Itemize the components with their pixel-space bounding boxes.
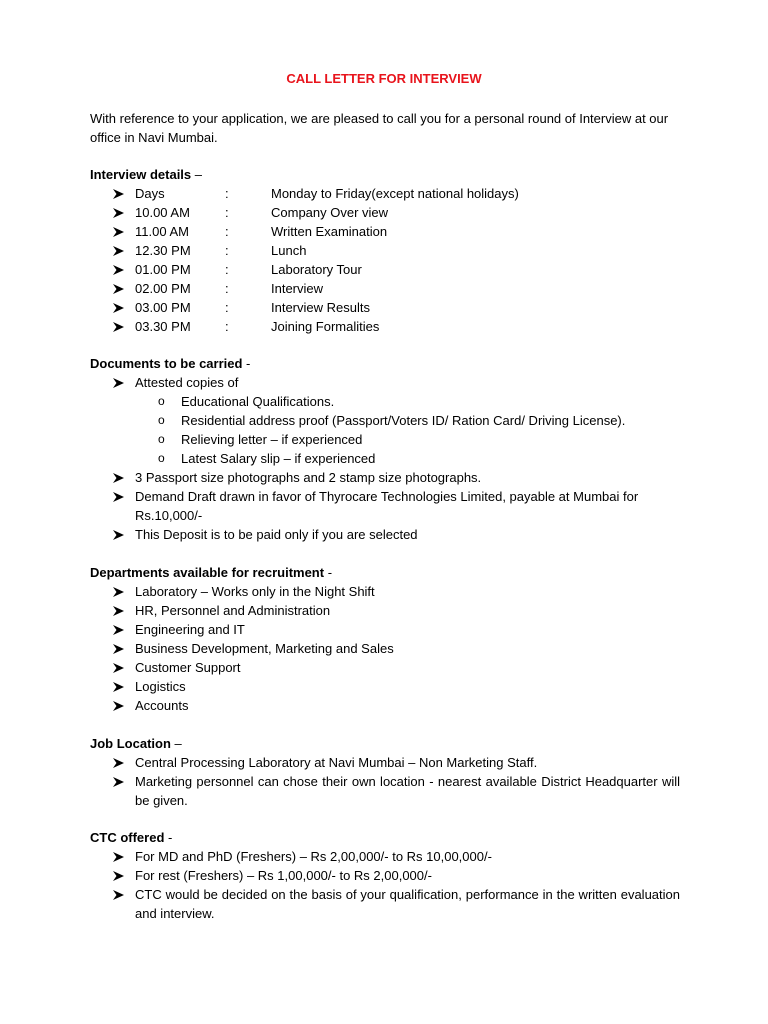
schedule-colon: : (225, 224, 229, 239)
arrowhead-bullet-icon (113, 696, 127, 715)
sub-list-item (113, 449, 680, 468)
location-list (113, 753, 680, 810)
list-item (113, 847, 680, 866)
list-item (113, 772, 680, 810)
list-item (113, 525, 680, 544)
arrowhead-bullet-icon (113, 184, 127, 203)
list-item-text: For rest (Freshers) – Rs 1,00,000/- to Rs 2,00,000/- (135, 868, 432, 883)
list-item (113, 487, 680, 525)
schedule-colon: : (225, 205, 229, 220)
interview-heading (90, 165, 202, 184)
schedule-time: 01.00 PM (135, 262, 191, 277)
schedule-colon: : (225, 262, 229, 277)
schedule-colon: : (225, 300, 229, 315)
list-item (113, 677, 680, 696)
schedule-row (113, 317, 680, 336)
sub-list-item-text: Educational Qualifications. (181, 394, 335, 409)
schedule-desc: Lunch (271, 243, 307, 258)
list-item (113, 639, 680, 658)
list-item-text: Business Development, Marketing and Sales (135, 641, 394, 656)
ctc-heading-suffix: - (164, 830, 173, 845)
interview-heading-text: Interview details (90, 167, 192, 182)
schedule-row (113, 241, 680, 260)
schedule-time: 02.00 PM (135, 281, 191, 296)
sub-list-item-text: Latest Salary slip – if experienced (181, 451, 376, 466)
circle-bullet-icon: o (158, 432, 165, 446)
arrowhead-bullet-icon (113, 658, 127, 677)
arrowhead-bullet-icon (113, 772, 127, 791)
sub-list-item-text: Relieving letter – if experienced (181, 432, 363, 447)
schedule-time: 11.00 AM (135, 224, 189, 239)
sub-list-item (113, 430, 680, 449)
schedule-desc: Interview Results (271, 300, 370, 315)
list-item-text: Attested copies of (135, 375, 239, 390)
page-title: CALL LETTER FOR INTERVIEW (286, 71, 482, 86)
location-heading-suffix: – (170, 736, 182, 751)
schedule-time: 03.30 PM (135, 319, 191, 334)
list-item-text: This Deposit is to be paid only if you are selected (135, 527, 418, 542)
schedule-desc: Company Over view (271, 205, 389, 220)
arrowhead-bullet-icon (113, 241, 127, 260)
arrowhead-bullet-icon (113, 885, 127, 904)
ctc-heading (90, 828, 172, 847)
schedule-colon: : (225, 319, 229, 334)
intro-paragraph: With reference to your application, we are pleased to call you for a personal round of Interview at our office in Navi Mumbai. (90, 111, 669, 145)
interview-heading-suffix: – (191, 167, 202, 182)
circle-bullet-icon: o (158, 413, 165, 427)
departments-heading-text: Departments available for recruitment (90, 565, 325, 580)
schedule-row (113, 298, 680, 317)
ctc-list (113, 847, 680, 923)
arrowhead-bullet-icon (113, 468, 127, 487)
list-item (113, 753, 680, 772)
arrowhead-bullet-icon (113, 866, 127, 885)
arrowhead-bullet-icon (113, 525, 127, 544)
list-item-text: Logistics (135, 679, 186, 694)
list-item (113, 658, 680, 677)
schedule-row (113, 279, 680, 298)
arrowhead-bullet-icon (113, 582, 127, 601)
location-heading-text: Job Location (90, 736, 171, 751)
documents-list (113, 373, 680, 544)
schedule-desc: Written Examination (271, 224, 388, 239)
ctc-heading-text: CTC offered (90, 830, 165, 845)
schedule-row (113, 222, 680, 241)
arrowhead-bullet-icon (113, 279, 127, 298)
arrowhead-bullet-icon (113, 487, 127, 506)
list-item-text: Laboratory – Works only in the Night Shift (135, 584, 375, 599)
arrowhead-bullet-icon (113, 753, 127, 772)
schedule-time: Days (135, 186, 165, 201)
sub-list-item-text: Residential address proof (Passport/Voters ID/ Ration Card/ Driving License). (181, 413, 626, 428)
arrowhead-bullet-icon (113, 639, 127, 658)
arrowhead-bullet-icon (113, 260, 127, 279)
list-item (113, 582, 680, 601)
departments-heading-suffix: - (324, 565, 333, 580)
list-item (113, 620, 680, 639)
list-item-text: 3 Passport size photographs and 2 stamp size photographs. (135, 470, 482, 485)
list-item-text: Accounts (135, 698, 189, 713)
location-heading (90, 734, 182, 753)
list-item-text: Engineering and IT (135, 622, 245, 637)
list-item (113, 885, 680, 923)
schedule-desc: Joining Formalities (271, 319, 380, 334)
schedule-desc: Monday to Friday(except national holidays) (271, 186, 519, 201)
schedule-row (113, 203, 680, 222)
documents-heading-suffix: - (242, 356, 251, 371)
documents-heading (90, 354, 250, 373)
list-item-text: Central Processing Laboratory at Navi Mumbai – Non Marketing Staff. (135, 755, 538, 770)
departments-heading (90, 563, 332, 582)
arrowhead-bullet-icon (113, 317, 127, 336)
schedule-row (113, 184, 680, 203)
arrowhead-bullet-icon (113, 373, 127, 392)
list-item-text: Demand Draft drawn in favor of Thyrocare Technologies Limited, payable at Mumbai for Rs.10,000/- (135, 489, 639, 523)
list-item (113, 866, 680, 885)
schedule-desc: Laboratory Tour (271, 262, 362, 277)
circle-bullet-icon: o (158, 394, 165, 408)
departments-list (113, 582, 680, 715)
arrowhead-bullet-icon (113, 203, 127, 222)
list-item (113, 468, 680, 487)
list-item-text: CTC would be decided on the basis of your qualification, performance in the written evaluation and interview. (135, 887, 680, 921)
interview-schedule (113, 184, 680, 336)
arrowhead-bullet-icon (113, 222, 127, 241)
sub-list-item (113, 392, 680, 411)
arrowhead-bullet-icon (113, 847, 127, 866)
list-item-text: For MD and PhD (Freshers) – Rs 2,00,000/- to Rs 10,00,000/- (135, 849, 492, 864)
list-item (113, 373, 680, 392)
schedule-desc: Interview (271, 281, 324, 296)
list-item (113, 696, 680, 715)
schedule-colon: : (225, 281, 229, 296)
schedule-time: 03.00 PM (135, 300, 191, 315)
arrowhead-bullet-icon (113, 620, 127, 639)
circle-bullet-icon: o (158, 451, 165, 465)
documents-heading-text: Documents to be carried (90, 356, 243, 371)
list-item-text: Customer Support (135, 660, 241, 675)
schedule-time: 12.30 PM (135, 243, 191, 258)
schedule-row (113, 260, 680, 279)
list-item-text: Marketing personnel can chose their own location - nearest available District Headquarter will be given. (135, 774, 680, 808)
arrowhead-bullet-icon (113, 298, 127, 317)
sub-list-item (113, 411, 680, 430)
list-item (113, 601, 680, 620)
list-item-text: HR, Personnel and Administration (135, 603, 331, 618)
schedule-colon: : (225, 186, 229, 201)
schedule-colon: : (225, 243, 229, 258)
arrowhead-bullet-icon (113, 601, 127, 620)
schedule-time: 10.00 AM (135, 205, 190, 220)
arrowhead-bullet-icon (113, 677, 127, 696)
